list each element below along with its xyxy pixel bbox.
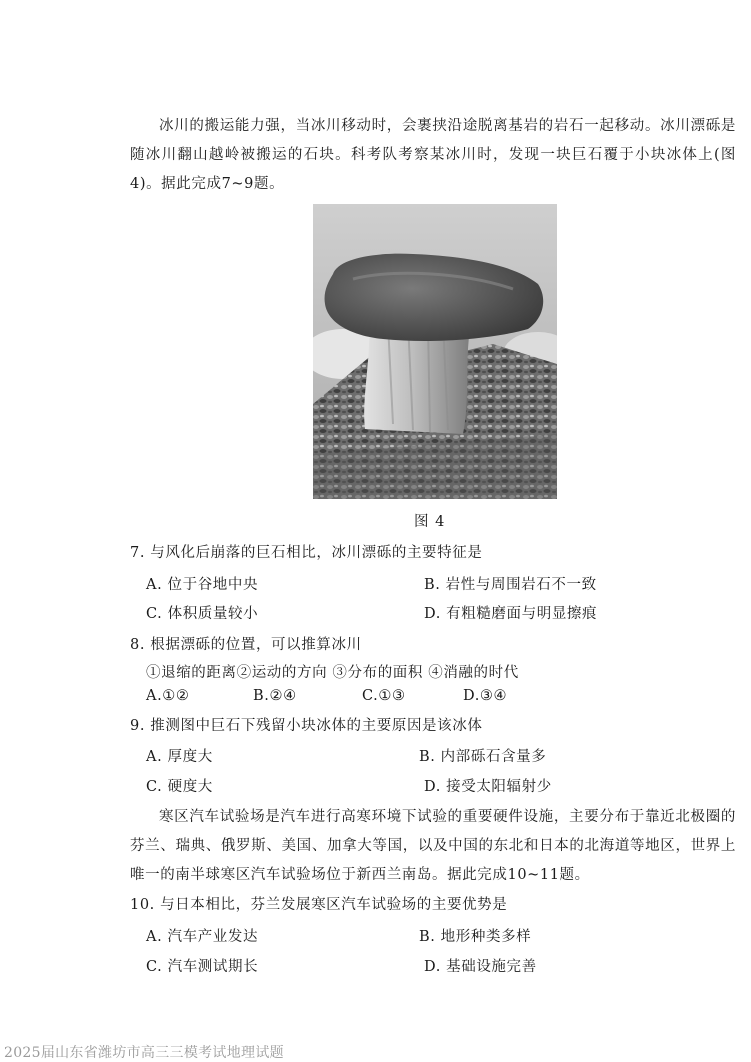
question-9-option-b: B. 内部砾石含量多 [419, 749, 547, 765]
question-9-option-c: C. 硬度大 [146, 779, 213, 795]
question-7-option-b: B. 岩性与周围岩石不一致 [424, 577, 597, 593]
question-7-option-d: D. 有粗糙磨面与明显擦痕 [424, 606, 598, 622]
figure-4-glacier-boulder-photo [313, 204, 557, 499]
question-10-option-a: A. 汽车产业发达 [146, 929, 259, 945]
question-8-option-d: D.③④ [463, 688, 508, 704]
question-10-option-d: D. 基础设施完善 [424, 959, 537, 975]
question-8-option-a: A.①② [146, 688, 190, 704]
question-8-stem: 8. 根据漂砾的位置，可以推算冰川 [130, 637, 362, 653]
question-7-stem: 7. 与风化后崩落的巨石相比，冰川漂砾的主要特征是 [130, 545, 483, 561]
question-10-option-b: B. 地形种类多样 [419, 929, 532, 945]
question-7-option-c: C. 体积质量较小 [146, 606, 259, 622]
question-10-option-c: C. 汽车测试期长 [146, 959, 259, 975]
question-10-stem: 10. 与日本相比，芬兰发展寒区汽车试验场的主要优势是 [130, 897, 508, 913]
footer-watermark: 2025届山东省潍坊市高三三模考试地理试题 [4, 1045, 284, 1061]
intro-paragraph-cold-region-test-site: 寒区汽车试验场是汽车进行高寒环境下试验的重要硬件设施，主要分布于靠近北极圈的芬兰、瑞典、俄罗斯、美国、加拿大等国，以及中国的东北和日本的北海道等地区，世界上唯一的南半球寒区汽车试验场位于新西兰南岛。据此完成10~11题。 [130, 809, 736, 883]
question-9-stem: 9. 推测图中巨石下残留小块冰体的主要原因是该冰体 [130, 718, 483, 734]
question-8-option-b: B.②④ [253, 688, 297, 704]
intro-paragraph-glacier: 冰川的搬运能力强，当冰川移动时，会裹挟沿途脱离基岩的岩石一起移动。冰川漂砾是随冰川翻山越岭被搬运的石块。科考队考察某冰川时，发现一块巨石覆于小块冰体上(图4)。据此完成7~9题。 [130, 118, 736, 192]
question-8-items: ①退缩的距离②运动的方向 ③分布的面积 ④消融的时代 [146, 665, 519, 681]
figure-caption: 图 4 [414, 514, 446, 530]
question-8-option-c: C.①③ [362, 688, 406, 704]
question-9-option-a: A. 厚度大 [146, 749, 213, 765]
question-9-option-d: D. 接受太阳辐射少 [424, 779, 552, 795]
question-7-option-a: A. 位于谷地中央 [146, 577, 259, 593]
